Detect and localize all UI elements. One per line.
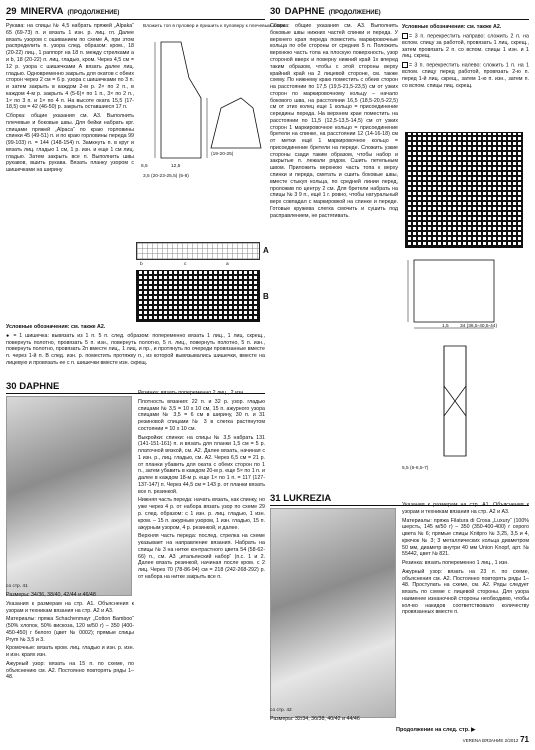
magazine-name: VERENA ВЯЗАНИЕ 2/2012	[462, 738, 519, 744]
daphne-selvage: Кромочные: вязать кром. лиц. гладью и изн. р. изн. и изн. краях изн.	[6, 645, 134, 659]
chart-b-label: B	[263, 292, 269, 301]
legend-cross-right-text: = 3 п. перекрестить направо: сложить 2 п. на вспом. спицу за работой, провязать 1 лиц. скрещ., затем провязать 2 п. со вспом. спицы 1 изн. и 1 лиц. скрещ.	[402, 33, 529, 60]
right-column	[270, 6, 529, 722]
daphne-size-note: Указания к размерам на стр. А1. Объяснения к узорам и техникам вязания на стр. А2 и А3.	[6, 600, 134, 614]
lukrezia-text	[402, 502, 529, 618]
lukrezia-materials: Материалы: пряжа Filatura di Crosa „Luxury“ (100% шерсть, 145 м/50 г) – 350 (350-400-400) г серого цвета № 6; прямые спицы Knitpro № 3,25, 3,5 и 4, крючок № 3; 3 металлических кольца диаметром 50 мм, диаметр внутри 40 мм Union Knopf, арт. № 55442, цвет № 821.	[402, 517, 529, 558]
daphne-front-upper: Верхняя часть переда: послед. стрелка на схеме указывает на направление вязания. Набрать на спицы № 3 на нитке контрастного цвета 54 (58-62-66) п., см. А3 „итальянский набор“ (п.с. 1 и 2. Далее вязать резинкой, начиная после кром. с 2 лиц. Через 70 (78-86-94) см = 218 (242-268-292) р. от набора на нитке закрыть все п.	[138, 533, 265, 580]
daphne-rib: Резинка: вязать попеременно 2 лиц., 2 изн.	[138, 390, 245, 396]
daphne-photo-caption: со стр. 41	[6, 584, 28, 589]
left-column	[6, 6, 287, 681]
lukrezia-title: 31 LUKREZIA	[270, 493, 529, 506]
left-header	[6, 6, 265, 20]
left-header-cont: (ПРОДОЛЖЕНИЕ)	[67, 10, 120, 16]
chart-a-grid	[136, 242, 260, 260]
lukrezia-photo-caption: со стр. 42	[270, 708, 292, 713]
right-header-num: 30	[270, 6, 281, 17]
daphne-top-schematic	[404, 256, 528, 466]
schema-label-1: 12,5	[171, 164, 181, 169]
right-header-name: DAPHNE	[284, 6, 325, 17]
right-legend	[402, 24, 529, 92]
daphne-mid-text	[138, 390, 265, 583]
daphne-title: 30 DAPHNE	[6, 381, 265, 394]
daphne-lace-chart	[405, 132, 523, 248]
page-number: 71	[520, 735, 529, 745]
daphne-sizes: Размеры: 34/36, 38/40, 42/44 и 46/48	[6, 592, 96, 598]
daphne-lace: Ажурный узор: вязать на 15 п. по схеме, по объяснению см. А2. Постоянно повторять ряды 1–48.	[6, 660, 134, 681]
schema-label-4: (19-20-25)	[211, 152, 234, 157]
chart-a-label: A	[263, 246, 269, 255]
schema-label-2: 3,5 (20-23-25,5) (5-8)	[143, 174, 189, 179]
daphne-front-lower: Нижняя часть переда: начать вязать, как спинку, но уже через 4 р. от набора вязать узор по схеме 29 р. след. образом: с 1 изн. р. лиц. гладью, 1 изн. кром. – 15 п. ажурным узором, 1 изн. гладью, 15 п. ажурным узором, 4 р. резинкой, и далее.	[138, 497, 265, 531]
cross-right-icon	[402, 33, 408, 39]
continuation-note: Продолжение на след. стр. ▶	[396, 727, 476, 733]
right-schema-label-6: 5,5 (6-6,5-7)	[402, 466, 429, 471]
right-legend-title: Условные обозначения: см. также А2.	[402, 24, 502, 30]
daphne-back: Выкройки: спинки: на спицы № 3,5 набрать 131 (141-151-161) п. и вязать для планки 1,5 см = 5 р. платочной вязкой, см. А2. Далее вязать, начиная с 1 изн. р., лиц. гладью, см. А2. Через 6,5 см = 21 р. от планки убавить для оката с обеих сторон по 1 п., затем убавить в каждом 20-м р. еще 5× по 1 п. и далее в каждом 18-м р. еще 1× по 1 п. = 117 (127-137-147) п. Через 44,5 см = 143 р. от планки вязать все п. резинкой.	[138, 434, 265, 495]
right-assembly-paragraph: Сборка: общие указания см. А3. Выполнить боковые швы нижних частей спинки и переда. У верхнего края переда поместить маркировочные кольца по обе стороны от средних 5 п. Положить верхнюю часть топа на плоскую поверхность, узор стороной вверх и поверну нижний край 1х вперед таким образом, чтобы с этой стороны верху крайний край на 2 лицевой стороне, см. также схему. По нижнему краю поместить с обеих сторон на расстоянии по 17,5 (19,5-21,5-23,5) см от узких сторон по маркировочному кольцу – начало бокового шва, на расстоянии 16,5 (18,5-20,5-22,5) см от этих колец еще 1 кольцо = присоединение середины переда. На верхнем крае поместить на расстоянии по 11,5 (12,5-13,5-14,5) см от узких сторон 1 маркировочное кольцо = присоединение бретели на спинке, на расстоянии 12 (14-16-18) см от метки ещё 1 маркировочное кольцо = присоединение бретели на переде. Сложить узкие стороны сзади таким образом, чтобы набор и закрытые п. лежали рядом. Сшить петельным швом. Приложить верхнюю часть топа к верху спинки и переда, сметать и сшить боковые швы, вместе стыкуя кольца, по средней линии перед, проложив по центру 2 см. Для бретели набрать на спицы № 3 9 п., ещё 1 г. ровно, чтобы натуральный верх совпадал с маркировкой на спинке и переде. Готовые кружева слегка смочить и сушить под расправлением, не растягивать.	[270, 23, 398, 219]
legend-cross-right	[402, 33, 529, 60]
lukrezia-lace: Ажурный узор: вязать на 23 п. по схеме, объяснения см. А2. Постоянно повторять ряды 1–48. Проступать на схеме, см. А2. Ряды следует вязать по схеме с лицевой стороны. Для узора наименее изнаночной стороны необходимо, чтобы кол-во накидов соответствовало количеству провязанных вместе п.	[402, 568, 529, 616]
daphne-left-text	[6, 592, 134, 683]
cross-left-icon	[402, 62, 408, 68]
bobble-explanation: ● = 1 шишечка: вывязать из 1 п. 5 п. след. образом: попеременно вязать 1 лиц., 1 лиц. скрещ., повернуть полотно, провязать 5 п. изн., повернуть полотно, 5 п. лиц., повернуть полотно, 5 п. изн., повернуть полотно, провязать 2п вместе лиц., 1 лиц. и пр., и протянуть по очереди провязанные вместе п. через 1-й п. В след. изн. р. поместить протяжку п., из которой вывязывались шишечки, вместе на лицевую и провязать ее с п. шишечки вместе изн. скрещ.	[6, 332, 265, 366]
schema-caption: Вложить топ в пуловер и пришить к пуловеру к плечевым швам.	[143, 24, 287, 29]
lukrezia-photo	[270, 508, 396, 718]
left-text-top	[6, 23, 134, 174]
left-header-num: 29	[6, 6, 17, 17]
daphne-section	[6, 378, 265, 681]
minerva-schema	[141, 24, 287, 254]
schema-label-0: 6,5	[141, 164, 148, 169]
lukrezia-rib: Резинка: вязать попеременно 1 лиц., 1 изн.	[402, 560, 509, 567]
legend-cross-left-text: = 3 п. перекрестить налево: сложить 1 п. на 1 вспом. спицу перед работой, провязать 2-ю п. перед 1-й лиц. скрещ., затем 1-ю п. изн., затем п. со вспом. спицы лиц. скрещ.	[402, 62, 529, 89]
lukrezia-section	[270, 490, 529, 722]
right-schema-label-4: 34 (36,5-40,5-44)	[460, 324, 498, 329]
chart-marker-a: a	[226, 262, 229, 267]
right-header-cont: (ПРОДОЛЖЕНИЕ)	[328, 10, 381, 16]
daphne-materials: Материалы: пряжа Schachenmayr „Cotton Bamboo“ (50% хлопок, 50% вискоза, 120 м/50 г) – 350 (400-450-450) г белого (цвет № 0002); прямые спицы Prym № 3,5 и 3.	[6, 616, 134, 643]
assembly-paragraph: Сборка: общие указания см. А3. Выполнить плечевые и боковые швы. Для бейки набрать крг. спицами пряжей „Alpaca“ по краю горловины спинки 45 (49-51) п. и по краю горловины переда 99 (99-103) п. = 144 (148-154) п. Замкнуть п. в круг и вязать лиц. гладью 1 см, 1 р. изн. и еще 1 см лиц. гладью. Затем закрыть все п. Выполнить швы рукавов, вшить рукава. Вязать планку узором с шишечками на ширину	[6, 113, 134, 174]
chart-b-grid	[136, 270, 260, 322]
daphne-photo	[6, 396, 132, 596]
page-footer	[463, 735, 529, 746]
legend-title: Условные обозначения: см. также А2.	[6, 324, 106, 330]
right-schema-label-2: 1,5	[442, 324, 449, 329]
daphne-gauge: Плотность вязания: 22 п. и 32 р. узор. гладью спицами № 3,5 = 10 х 10 см, 15 п. ажурного узора спицами № 3,5 = 6 см в ширину, 30 п. и 31 резиновой спицами № 3 в слегка растянутом состоянии = 10 х 10 см.	[138, 398, 265, 432]
right-assembly-text	[270, 23, 398, 503]
right-header	[270, 6, 529, 20]
chart-marker-b: b	[140, 262, 143, 267]
legend-cross-left	[402, 62, 529, 89]
sleeve-pattern-drawing	[141, 38, 265, 188]
left-legend	[6, 324, 265, 369]
lukrezia-size-note: Указания к размерам на стр. А1. Объяснения к узорам и техникам вязания на стр. А2 и А3.	[402, 502, 529, 515]
chart-marker-c: c	[184, 262, 187, 267]
left-header-name: MINERVA	[20, 6, 64, 17]
sleeves-paragraph: Рукава: на спицы № 4,5 набрать пряжей „Alpaka“ 65 (69-73) п. и вязать 1 изн. р. лиц. гл. Далее вязать узором с ошиванием по схеме А, при этом распределить п. узора след. образом: кром., 18 (20-22) лиц., 1 раппорт на 18 п. между стрелками а и b, 18 (20-22) п. лиц. гладью, кром. Через 4,5 см = 12 р. узора с шишечками А вязать далее лиц. гладью. Одновременно закрыть для окатов с обеих сторон через 2 см = 6 р. узора с шишечками по 3 п. и затем закрыть в каждом 2-м р. 2× по 2 п., в каждом 4-м р. закрыть 4 (5-6)× по 1 п., 3× по 2 п., 1× по 3 п. и 1× по 4 п. На высоте оката 15,5 (17-18,5) см = 42 (46-50) р. закрыть оставшиеся 17 п.	[6, 23, 134, 111]
lukrezia-sizes: Размеры: 32/34, 36/38, 40/42 и 44/46	[270, 716, 360, 722]
